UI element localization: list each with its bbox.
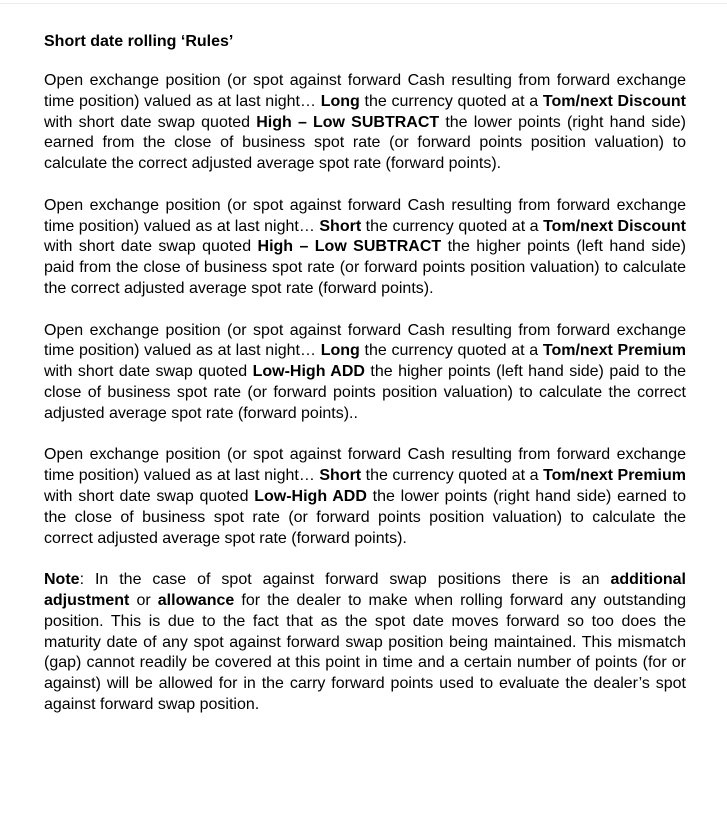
rule-paragraph-short-discount: Open exchange position (or spot against forward Cash resulting from forward exchange time position) valued as at last night… Short the currency quoted at a Tom/next Discount with short date swap quoted High – Low SUBTRACT the higher points (left hand side) paid from the close of business spot rate (or forward points position valuation) to calculate the correct adjusted average spot rate (forward points). [44,196,687,297]
rule-paragraph-short-premium: Open exchange position (or spot against forward Cash resulting from forward exchange time position) valued as at last night… Short the currency quoted at a Tom/next Premium with short date swap quoted Low-High ADD the lower points (right hand side) earned to the close of business spot rate (or forward points position valuation) to calculate the correct adjusted average spot rate (forward points). [44,446,687,547]
top-divider [0,3,727,4]
note-paragraph: Note: In the case of spot against forward swap positions there is an additional adjustment or allowance for the dealer to make when rolling forward any outstanding position. This is due to the fact that as the spot date moves forward so too does the maturity date of any spot against forward swap position being maintained. This mismatch (gap) cannot readily be covered at this point in time and a certain number of points (for or against) will be allowed for in the carry forward points used to evaluate the dealer’s spot against forward swap position. [44,571,686,713]
document-title: Short date rolling ‘Rules’ [44,33,234,50]
document-page [44,32,686,716]
rule-paragraph-long-discount: Open exchange position (or spot against forward Cash resulting from forward exchange time position) valued as at last night… Long the currency quoted at a Tom/next Discount with short date swap quoted High – Low SUBTRACT the lower points (right hand side) earned from the close of business spot rate (or forward points position valuation) to calculate the correct adjusted average spot rate (forward points). [44,72,686,173]
rule-paragraph-long-premium: Open exchange position (or spot against forward Cash resulting from forward exchange time position) valued as at last night… Long the currency quoted at a Tom/next Premium with short date swap quoted Low-High ADD the higher points (left hand side) paid to the close of business spot rate (or forward points position valuation) to calculate the correct adjusted average spot rate (forward points).. [44,321,687,422]
